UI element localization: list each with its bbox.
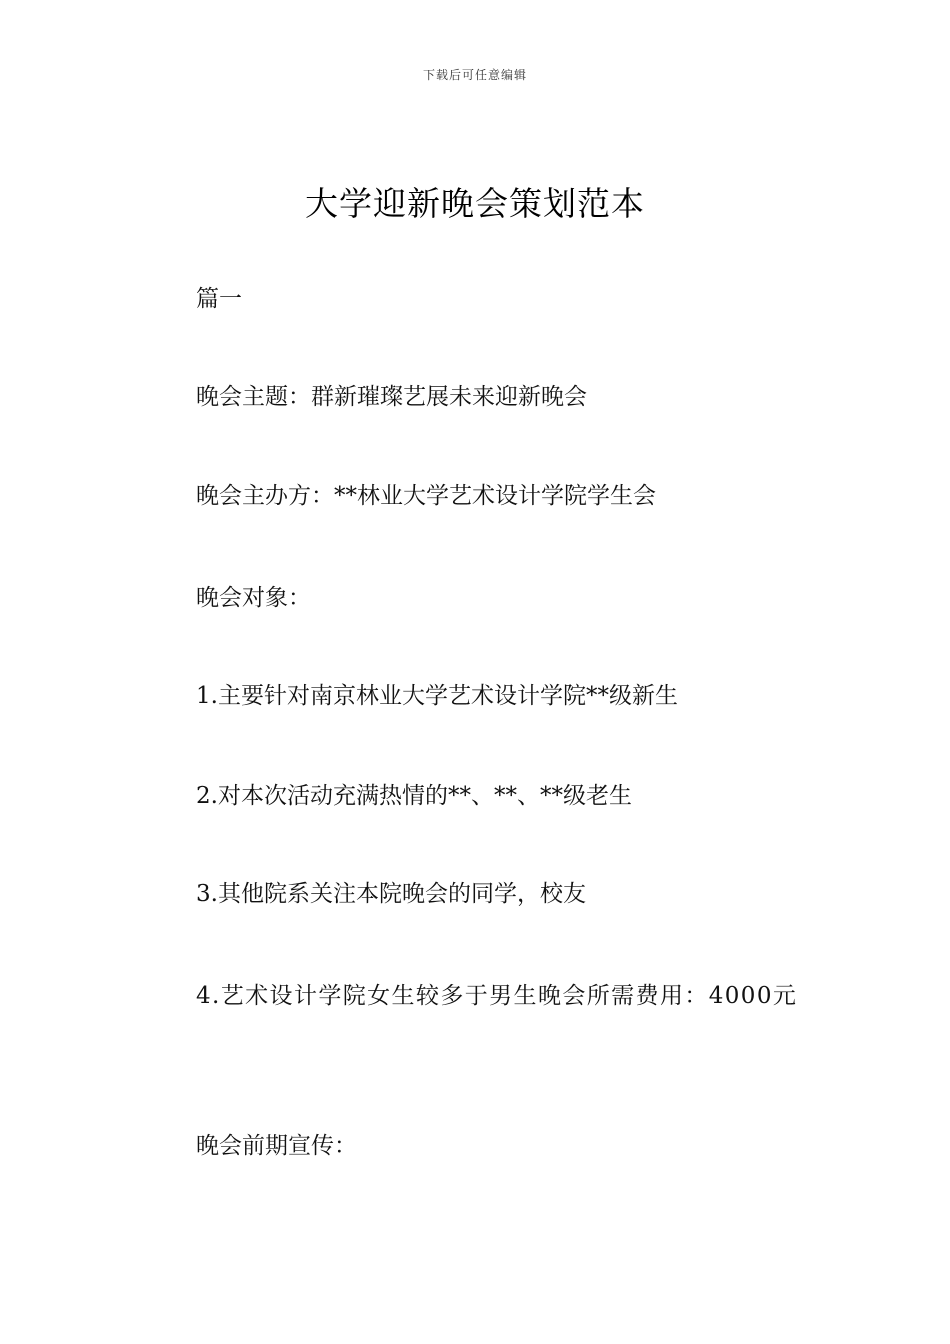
paragraph-organizer: 晚会主办方：**林业大学艺术设计学院学生会: [196, 483, 656, 509]
document-title: 大学迎新晚会策划范本: [305, 184, 645, 223]
paragraph-audience-item-3: 3.其他院系关注本院晚会的同学，校友: [196, 881, 586, 907]
paragraph-audience-item-2: 2.对本次活动充满热情的**、**、**级老生: [196, 783, 632, 809]
paragraph-section-label: 篇一: [196, 286, 242, 312]
paragraph-audience-item-4: 4.艺术设计学院女生较多于男生晚会所需费用：4000元: [196, 983, 798, 1009]
header-note: 下载后可任意编辑: [422, 68, 527, 82]
paragraph-promotion-heading: 晚会前期宣传：: [196, 1133, 357, 1159]
paragraph-audience-item-1: 1.主要针对南京林业大学艺术设计学院**级新生: [196, 683, 678, 709]
paragraph-audience-heading: 晚会对象：: [196, 585, 311, 611]
paragraph-theme: 晚会主题：群新璀璨艺展未来迎新晚会: [196, 384, 587, 410]
